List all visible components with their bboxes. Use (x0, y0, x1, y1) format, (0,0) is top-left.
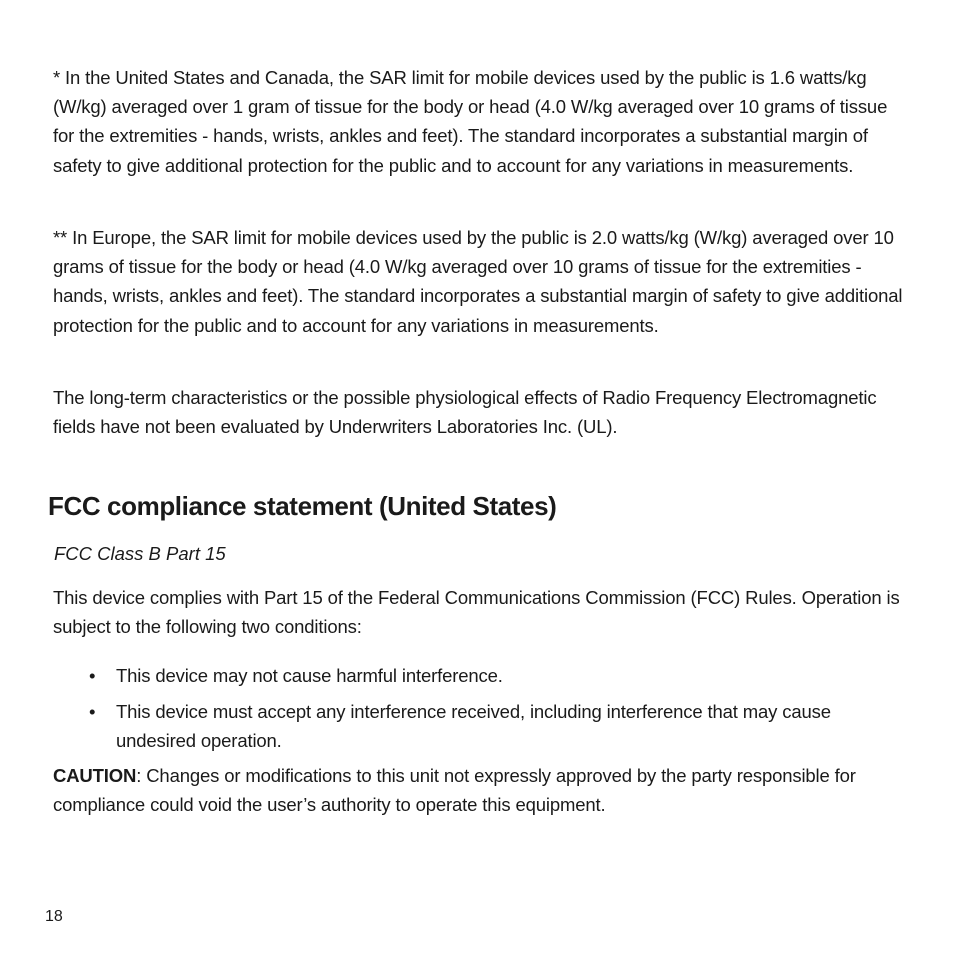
sar-us-canada-paragraph: * In the United States and Canada, the SAR limit for mobile devices used by the public is 1.6 watts/kg (W/kg) averaged over 1 gram of tissue for the body or head (4.0 W/kg averaged over 10 grams of tissue for the extremities - hands, wrists, ankles and feet). The standard incorporates a substantial margin of safety to give additional protection for the public and to account for any variations in measurements. (53, 67, 888, 176)
list-item (89, 661, 911, 690)
caution-paragraph (53, 761, 913, 819)
fcc-class-subheading: FCC Class B Part 15 (54, 543, 226, 564)
list-item (89, 697, 911, 755)
caution-text: : Changes or modifications to this unit not expressly approved by the party responsible for compliance could void the user’s authority to operate this equipment. (53, 765, 856, 816)
bullet-icon: • (89, 665, 96, 686)
page-number: 18 (45, 908, 63, 925)
sar-europe-paragraph: ** In Europe, the SAR limit for mobile devices used by the public is 2.0 watts/kg (W/kg) averaged over 10 grams of tissue for the body or head (4.0 W/kg averaged over 10 grams of tissue for the extremities - hands, wrists, ankles and feet). The standard incorporates a substantial margin of safety to give additional protection for the public and to account for any variations in measurements. (53, 227, 903, 336)
list-item-text: This device must accept any interference received, including interference that may cause undesired operation. (116, 701, 831, 752)
bullet-icon: • (89, 701, 96, 722)
caution-label: CAUTION (53, 765, 137, 786)
list-item-text: This device may not cause harmful interference. (116, 665, 503, 686)
long-term-effects-paragraph: The long-term characteristics or the possible physiological effects of Radio Frequency Electromagnetic fields have not been evaluated by Underwriters Laboratories Inc. (UL). (53, 387, 877, 438)
fcc-intro-paragraph: This device complies with Part 15 of the Federal Communications Commission (FCC) Rules. Operation is subject to the following two conditions: (53, 587, 900, 638)
fcc-section-heading: FCC compliance statement (United States) (48, 491, 557, 521)
